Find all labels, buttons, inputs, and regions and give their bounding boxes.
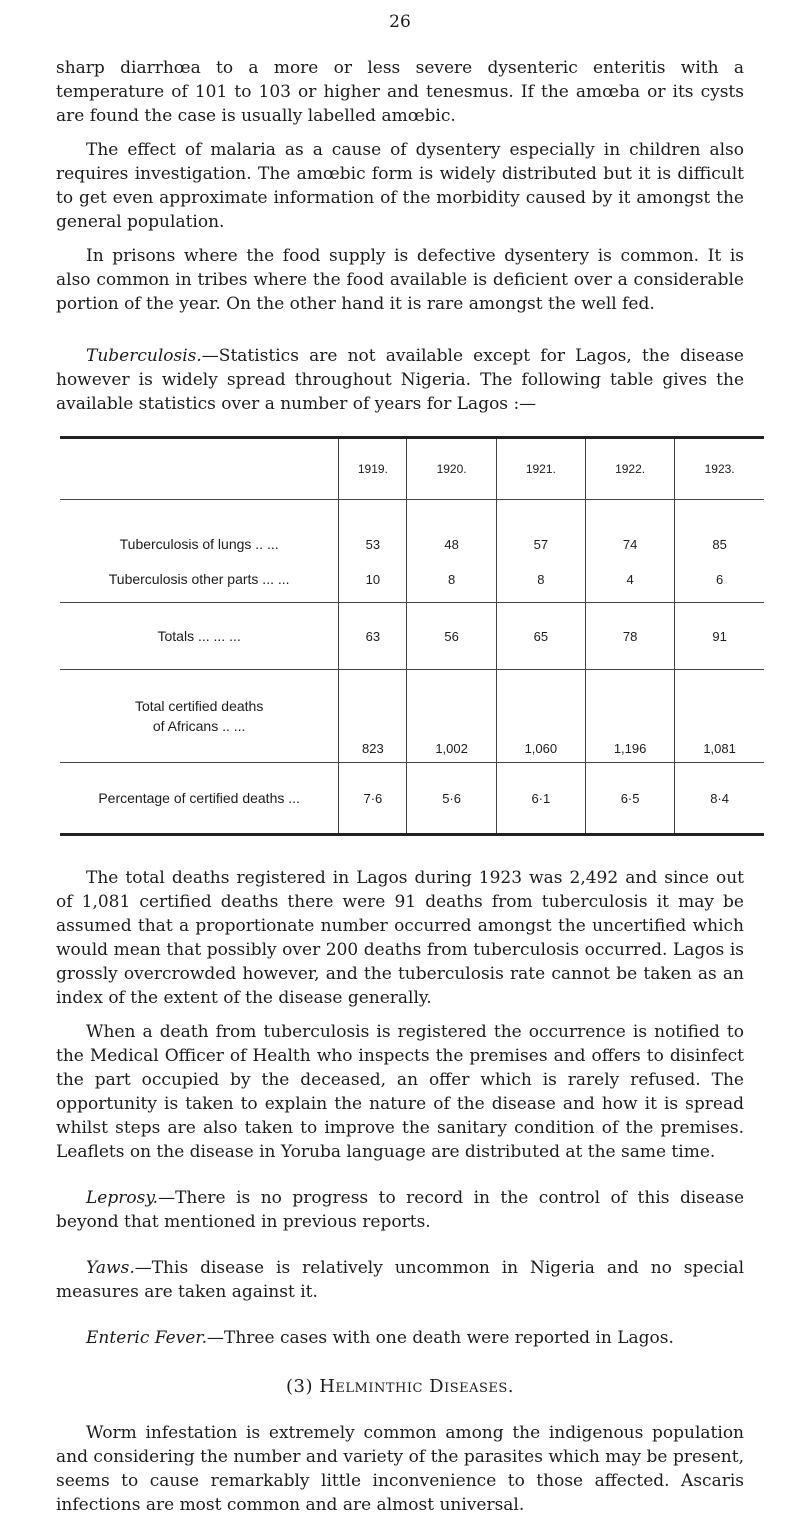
row-label: Totals ... ... ... [60, 603, 339, 670]
paragraph-total-deaths: The total deaths registered in Lagos during 1923 was 2,492 and since out of 1,081 certified deaths there were 91 deaths from tuberculosis it may be assumed that a proportionate number occurred amongst the uncertified which would mean that possibly over 200 deaths from tuberculosis occurred. Lagos is grossly overcrowded however, and the tuberculosis rate cannot be taken as an index of the extent of the disease generally. [56, 868, 744, 1008]
paragraph-malaria: The effect of malaria as a cause of dysentery especially in children also requires investigation. The amœbic form is widely distributed but it is difficult to get even approximate information of the morbidity caused by it amongst the general population. [56, 140, 744, 232]
table-cell: 8 [407, 556, 496, 603]
tuberculosis-table-wrapper [60, 436, 760, 848]
table-cell: 85 [675, 500, 764, 557]
table-cell: 57 [496, 500, 585, 557]
enteric-text: —Three cases with one death were reported in Lagos. [207, 1328, 674, 1348]
table-row [60, 603, 764, 670]
table-row [60, 500, 764, 557]
table-header-year: 1919. [339, 438, 407, 500]
paragraph-enteric [56, 1326, 744, 1350]
table-header-year: 1921. [496, 438, 585, 500]
table-row [60, 763, 764, 835]
table-cell: 8 [496, 556, 585, 603]
tuberculosis-text: —Statistics are not available except for Lagos, the disease however is widely spread throughout Nigeria. The following table gives the available statistics over a number of years for Lagos :— [56, 346, 744, 414]
table-cell: 8·4 [675, 763, 764, 835]
paragraph-leprosy [56, 1186, 744, 1234]
paragraph-notification: When a death from tuberculosis is registered the occurrence is notified to the Medical Officer of Health who inspects the premises and offers to disinfect the part occupied by the deceased, an offer which is rarely refused. The opportunity is taken to explain the nature of the disease and how it is spread whilst steps are also taken to improve the sanitary condition of the premises. Leaflets on the disease in Yoruba language are distributed at the same time. [56, 1022, 744, 1162]
table-cell: 6·5 [585, 763, 674, 835]
table-cell: 1,196 [585, 670, 674, 763]
leprosy-text: —There is no progress to record in the control of this disease beyond that mentioned in previous reports. [56, 1188, 744, 1232]
section-title-helminthic: (3) Helminthic Diseases. [285, 1376, 515, 1397]
enteric-heading: Enteric Fever. [86, 1328, 207, 1348]
yaws-heading: Yaws. [86, 1258, 135, 1278]
table-cell: 1,002 [407, 670, 496, 763]
table-cell: 1,060 [496, 670, 585, 763]
table-header-row [60, 438, 764, 500]
paragraph-worm-infestation: Worm infestation is extremely common among the indigenous population and considering the number and variety of the parasites which may be present, seems to cause remarkably little inconvenience to those affected. Ascaris infections are most common and are almost universal. [56, 1423, 744, 1515]
table-header-year: 1920. [407, 438, 496, 500]
table-cell: 6·1 [496, 763, 585, 835]
table-cell: 91 [675, 603, 764, 670]
table-cell: 56 [407, 603, 496, 670]
leprosy-heading: Leprosy. [86, 1188, 159, 1208]
paragraph-prisons: In prisons where the food supply is defective dysentery is common. It is also common in tribes where the food available is deficient over a considerable portion of the year. On the other hand it is rare amongst the well fed. [56, 246, 744, 314]
table-cell: 53 [339, 500, 407, 557]
paragraph-tuberculosis [56, 344, 744, 416]
table-cell: 48 [407, 500, 496, 557]
table-header-label-cell [60, 438, 339, 500]
tuberculosis-heading: Tuberculosis. [86, 346, 202, 366]
table-cell: 823 [339, 670, 407, 763]
tuberculosis-table [60, 436, 764, 836]
page-body [56, 56, 744, 1517]
yaws-text: —This disease is relatively uncommon in Nigeria and no special measures are taken against it. [56, 1258, 744, 1302]
table-cell: 65 [496, 603, 585, 670]
table-cell: 63 [339, 603, 407, 670]
table-cell: 10 [339, 556, 407, 603]
table-cell: 7·6 [339, 763, 407, 835]
row-label: Tuberculosis of lungs .. ... [119, 536, 279, 552]
paragraph-yaws [56, 1256, 744, 1304]
page-number: 26 [389, 12, 411, 32]
table-cell: 78 [585, 603, 674, 670]
row-label: Total certified deaths of Africans .. ... [60, 670, 339, 763]
table-cell: 74 [585, 500, 674, 557]
table-cell: 1,081 [675, 670, 764, 763]
row-label: Percentage of certified deaths ... [60, 763, 339, 835]
table-header-year: 1922. [585, 438, 674, 500]
table-cell: 4 [585, 556, 674, 603]
paragraph-dysentery-continued: sharp diarrhœa to a more or less severe dysenteric enteritis with a temperature of 101 to 103 or higher and tenesmus. If the amœba or its cysts are found the case is usually labelled amœbic. [56, 58, 744, 126]
table-cell: 5·6 [407, 763, 496, 835]
row-label: Tuberculosis other parts ... ... [108, 571, 290, 587]
table-row [60, 670, 764, 763]
table-cell: 6 [675, 556, 764, 603]
table-row [60, 556, 764, 603]
table-header-year: 1923. [675, 438, 764, 500]
